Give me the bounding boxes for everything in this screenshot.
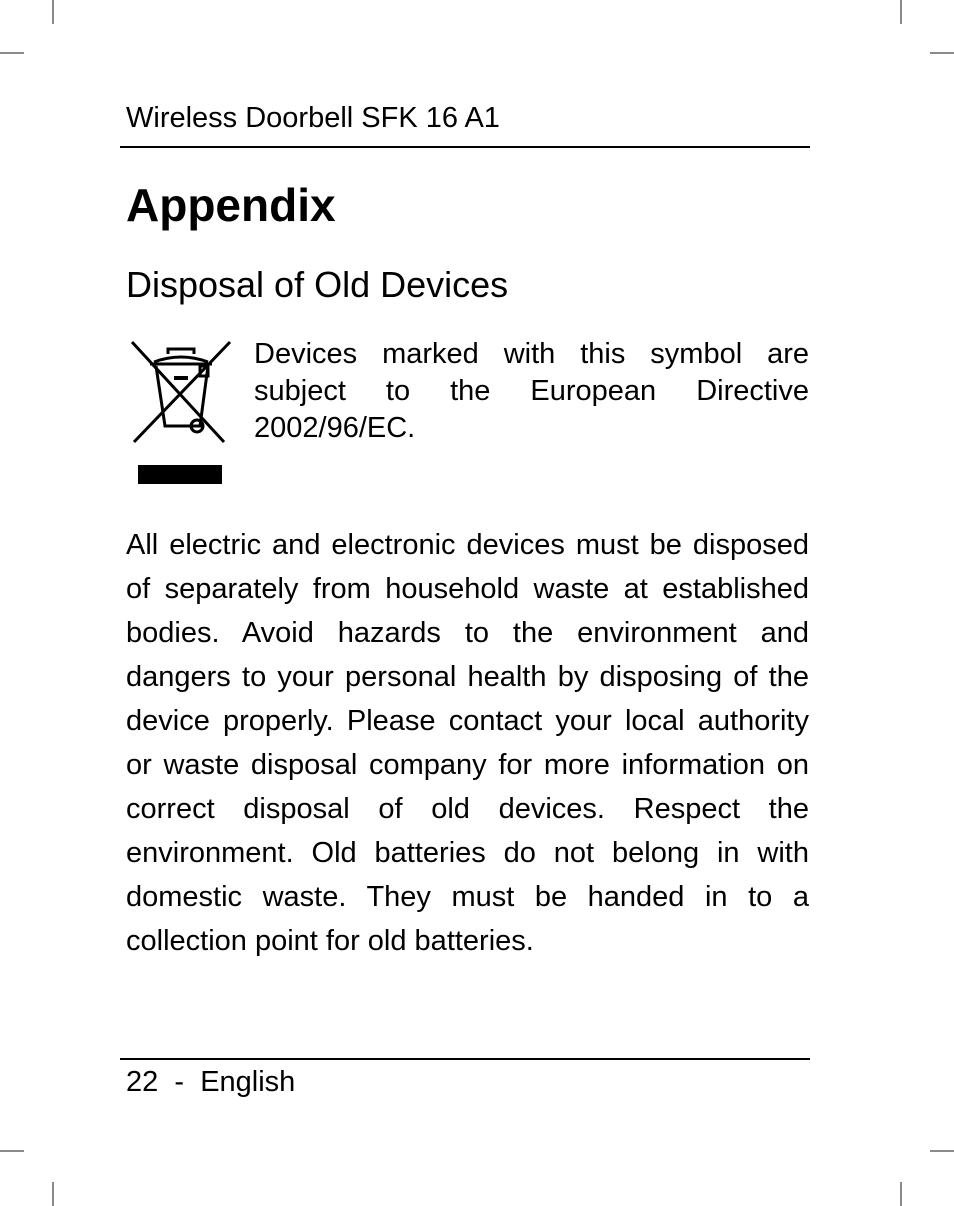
crop-mark-top-left-horizontal: [0, 52, 24, 54]
crop-mark-top-left-vertical: [52, 0, 54, 24]
crop-mark-bottom-right-horizontal: [930, 1150, 954, 1152]
crop-mark-bottom-right-vertical: [900, 1182, 902, 1206]
page-footer: [126, 1064, 295, 1100]
disposal-paragraph: All electric and electronic devices must be disposed of separately from household waste at established bodies. Avoid hazards to the environment and dangers to your personal health by disposing of the device properly. Please contact your local authority or waste disposal company for more information on correct disposal of old devices. Respect the environment. Old batteries do not belong in with domestic waste. They must be handed in to a collection point for old batteries.: [126, 529, 809, 957]
crossed-out-wheelie-bin-icon: [128, 338, 234, 488]
page-title: Appendix: [126, 179, 336, 231]
crop-mark-bottom-left-vertical: [52, 1182, 54, 1206]
header-rule: [120, 146, 810, 148]
crop-mark-top-right-vertical: [900, 0, 902, 24]
page-number: 22: [126, 1066, 159, 1098]
symbol-notice-text: Devices marked with this symbol are subject to the European Directive 2002/96/EC.: [254, 338, 809, 444]
footer-language: English: [200, 1066, 296, 1098]
crop-mark-bottom-left-horizontal: [0, 1150, 24, 1152]
footer-rule: [120, 1058, 810, 1060]
footer-separator: -: [174, 1066, 185, 1098]
crop-mark-top-right-horizontal: [930, 52, 954, 54]
running-header: Wireless Doorbell SFK 16 A1: [126, 102, 500, 134]
section-subtitle: Disposal of Old Devices: [126, 264, 509, 305]
